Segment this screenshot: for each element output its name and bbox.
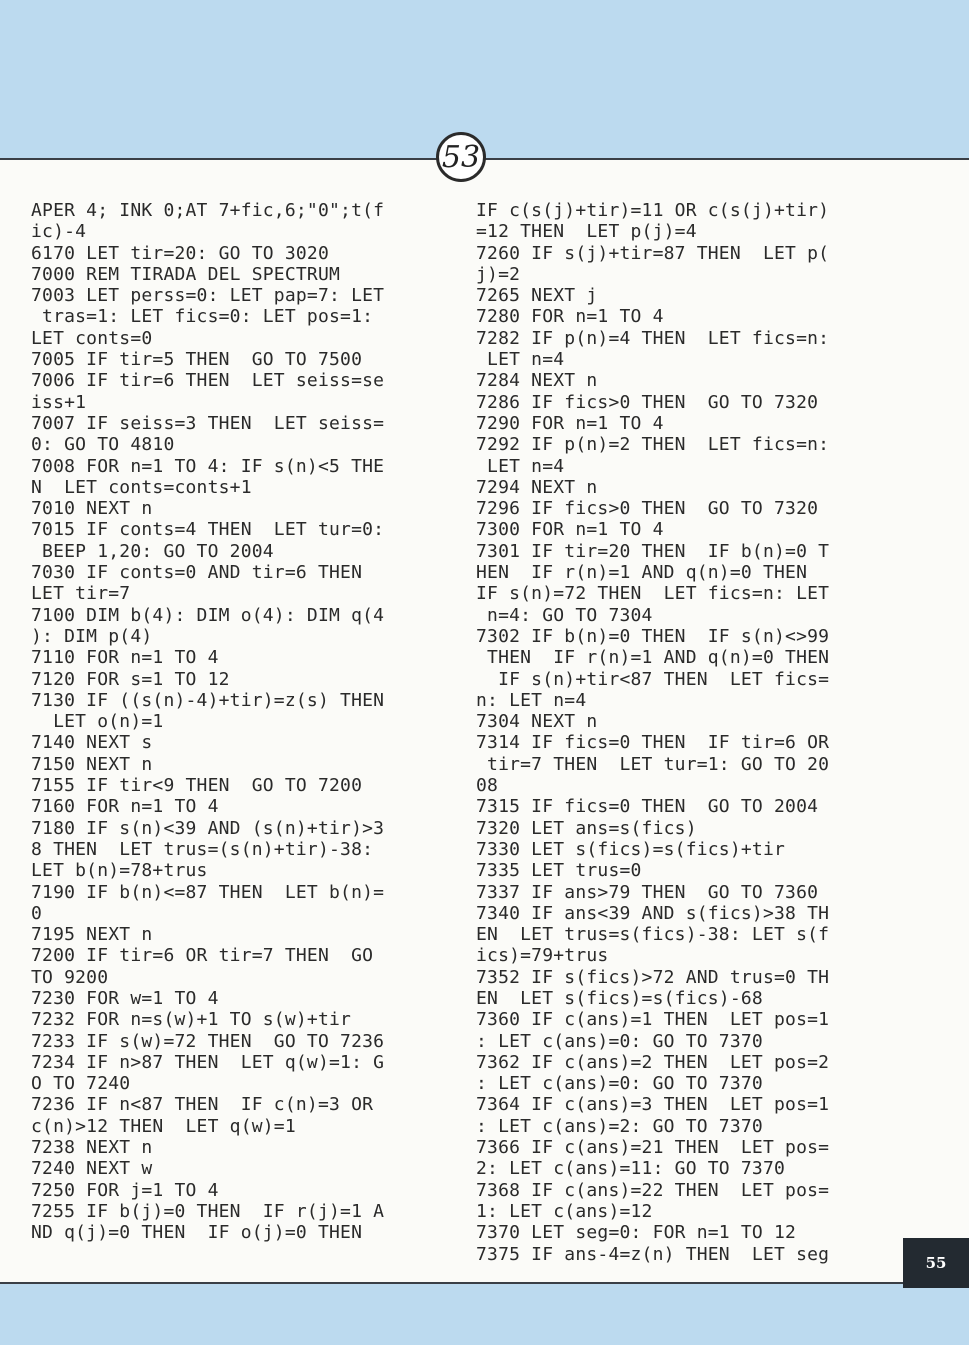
code-line: 7006 IF tir=6 THEN LET seiss=se [31,370,385,392]
code-line: 7250 FOR j=1 TO 4 [31,1179,219,1201]
code-line: 7150 NEXT n [31,753,153,775]
code-line: 7320 LET ans=s(fics) [476,817,697,839]
code-line: LET conts=0 [31,327,153,349]
code-line: 7180 IF s(n)<39 AND (s(n)+tir)>3 [31,817,385,839]
code-line: 7337 IF ans>79 THEN GO TO 7360 [476,881,819,903]
code-line: 7030 IF conts=0 AND tir=6 THEN [31,562,363,584]
code-line: tras=1: LET fics=0: LET pos=1: [31,306,374,328]
code-line: n: LET n=4 [476,689,587,711]
code-line: 7003 LET perss=0: LET pap=7: LET [31,285,385,307]
code-line: N LET conts=conts+1 [31,476,252,498]
code-line: 7296 IF fics>0 THEN GO TO 7320 [476,498,819,520]
code-line: 7375 IF ans-4=z(n) THEN LET seg [476,1243,830,1265]
code-line: O TO 7240 [31,1073,131,1095]
code-line: 7260 IF s(j)+tir=87 THEN LET p( [476,242,830,264]
code-line: 7364 IF c(ans)=3 THEN LET pos=1 [476,1094,830,1116]
code-line: 7314 IF fics=0 THEN IF tir=6 OR [476,732,830,754]
code-line: ic)-4 [31,221,87,243]
code-line: 7294 NEXT n [476,476,598,498]
code-line: c(n)>12 THEN LET q(w)=1 [31,1115,296,1137]
code-line: 7340 IF ans<39 AND s(fics)>38 TH [476,902,830,924]
code-line: EN LET trus=s(fics)-38: LET s(f [476,924,830,946]
chapter-number-badge: 53 [436,132,486,182]
code-line: : LET c(ans)=2: GO TO 7370 [476,1115,763,1137]
code-line: 7330 LET s(fics)=s(fics)+tir [476,838,786,860]
code-line: 7230 FOR w=1 TO 4 [31,987,219,1009]
code-line: 7360 IF c(ans)=1 THEN LET pos=1 [476,1009,830,1031]
page-number: 55 [903,1238,969,1288]
code-line: EN LET s(fics)=s(fics)-68 [476,987,763,1009]
code-line: 7008 FOR n=1 TO 4: IF s(n)<5 THE [31,455,385,477]
code-line: : LET c(ans)=0: GO TO 7370 [476,1030,763,1052]
code-line: 7100 DIM b(4): DIM o(4): DIM q(4 [31,604,385,626]
code-line: HEN IF r(n)=1 AND q(n)=0 THEN [476,562,808,584]
footer-band [0,1284,969,1345]
code-line: 0: GO TO 4810 [31,434,175,456]
code-line: LET tir=7 [31,583,131,605]
code-line: 7265 NEXT j [476,285,598,307]
code-line: 7233 IF s(w)=72 THEN GO TO 7236 [31,1030,385,1052]
code-line: APER 4; INK 0;AT 7+fic,6;"0";t(f [31,200,385,221]
code-line: 7280 FOR n=1 TO 4 [476,306,664,328]
code-line: LET n=4 [476,349,565,371]
header-band [0,0,969,158]
code-line: 7290 FOR n=1 TO 4 [476,412,664,434]
code-line: 7315 IF fics=0 THEN GO TO 2004 [476,796,819,818]
code-line: 7335 LET trus=0 [476,860,642,882]
code-line: 7160 FOR n=1 TO 4 [31,796,219,818]
code-line: LET b(n)=78+trus [31,860,208,882]
code-line: tir=7 THEN LET tur=1: GO TO 20 [476,753,830,775]
code-line: 7352 IF s(fics)>72 AND trus=0 TH [476,966,830,988]
code-line: 7200 IF tir=6 OR tir=7 THEN GO [31,945,374,967]
code-line: 7368 IF c(ans)=22 THEN LET pos= [476,1179,830,1201]
code-line: 7286 IF fics>0 THEN GO TO 7320 [476,391,819,413]
code-line: 08 [476,775,499,797]
code-line: 2: LET c(ans)=11: GO TO 7370 [476,1158,786,1180]
code-line: 7300 FOR n=1 TO 4 [476,519,664,541]
code-line: 7007 IF seiss=3 THEN LET seiss= [31,412,385,434]
code-listing-right-column [476,200,896,1265]
code-line: IF s(n)=72 THEN LET fics=n: LET [476,583,830,605]
code-line: LET n=4 [476,455,565,477]
code-line: j)=2 [476,263,521,285]
code-line: 7015 IF conts=4 THEN LET tur=0: [31,519,385,541]
code-line: 7370 LET seg=0: FOR n=1 TO 12 [476,1222,797,1244]
code-line: 6170 LET tir=20: GO TO 3020 [31,242,329,264]
code-line: IF c(s(j)+tir)=11 OR c(s(j)+tir) [476,200,830,221]
code-line: 7234 IF n>87 THEN LET q(w)=1: G [31,1051,385,1073]
code-line: TO 9200 [31,966,109,988]
code-line: 7240 NEXT w [31,1158,153,1180]
code-line: 7236 IF n<87 THEN IF c(n)=3 OR [31,1094,374,1116]
code-line: LET o(n)=1 [31,711,164,733]
code-line: 7110 FOR n=1 TO 4 [31,647,219,669]
code-line: 7005 IF tir=5 THEN GO TO 7500 [31,349,363,371]
code-line: 7190 IF b(n)<=87 THEN LET b(n)= [31,881,385,903]
code-line: 8 THEN LET trus=(s(n)+tir)-38: [31,838,374,860]
code-line: 7000 REM TIRADA DEL SPECTRUM [31,263,341,285]
code-line: 1: LET c(ans)=12 [476,1200,653,1222]
code-line: IF s(n)+tir<87 THEN LET fics= [476,668,830,690]
code-line: ics)=79+trus [476,945,609,967]
code-line: 7010 NEXT n [31,498,153,520]
code-line: BEEP 1,20: GO TO 2004 [31,540,274,562]
code-line: ): DIM p(4) [31,625,153,647]
code-line: 0 [31,902,43,924]
code-listing-left-column [31,200,451,1244]
code-line: iss+1 [31,391,87,413]
code-line: : LET c(ans)=0: GO TO 7370 [476,1073,763,1095]
code-line: 7304 NEXT n [476,711,598,733]
code-line: 7302 IF b(n)=0 THEN IF s(n)<>99 [476,625,830,647]
code-line: 7292 IF p(n)=2 THEN LET fics=n: [476,434,830,456]
code-line: 7120 FOR s=1 TO 12 [31,668,230,690]
code-line: 7362 IF c(ans)=2 THEN LET pos=2 [476,1051,830,1073]
code-line: 7155 IF tir<9 THEN GO TO 7200 [31,775,363,797]
code-line: 7195 NEXT n [31,924,153,946]
code-line: 7366 IF c(ans)=21 THEN LET pos= [476,1137,830,1159]
code-line: 7282 IF p(n)=4 THEN LET fics=n: [476,327,830,349]
code-line: 7140 NEXT s [31,732,153,754]
code-line: =12 THEN LET p(j)=4 [476,221,697,243]
code-line: 7238 NEXT n [31,1137,153,1159]
code-line: n=4: GO TO 7304 [476,604,653,626]
code-line: 7130 IF ((s(n)-4)+tir)=z(s) THEN [31,689,385,711]
code-line: 7284 NEXT n [476,370,598,392]
code-line: ND q(j)=0 THEN IF o(j)=0 THEN [31,1222,363,1244]
code-line: 7255 IF b(j)=0 THEN IF r(j)=1 A [31,1200,385,1222]
code-line: 7232 FOR n=s(w)+1 TO s(w)+tir [31,1009,352,1031]
code-line: THEN IF r(n)=1 AND q(n)=0 THEN [476,647,830,669]
code-line: 7301 IF tir=20 THEN IF b(n)=0 T [476,540,830,562]
